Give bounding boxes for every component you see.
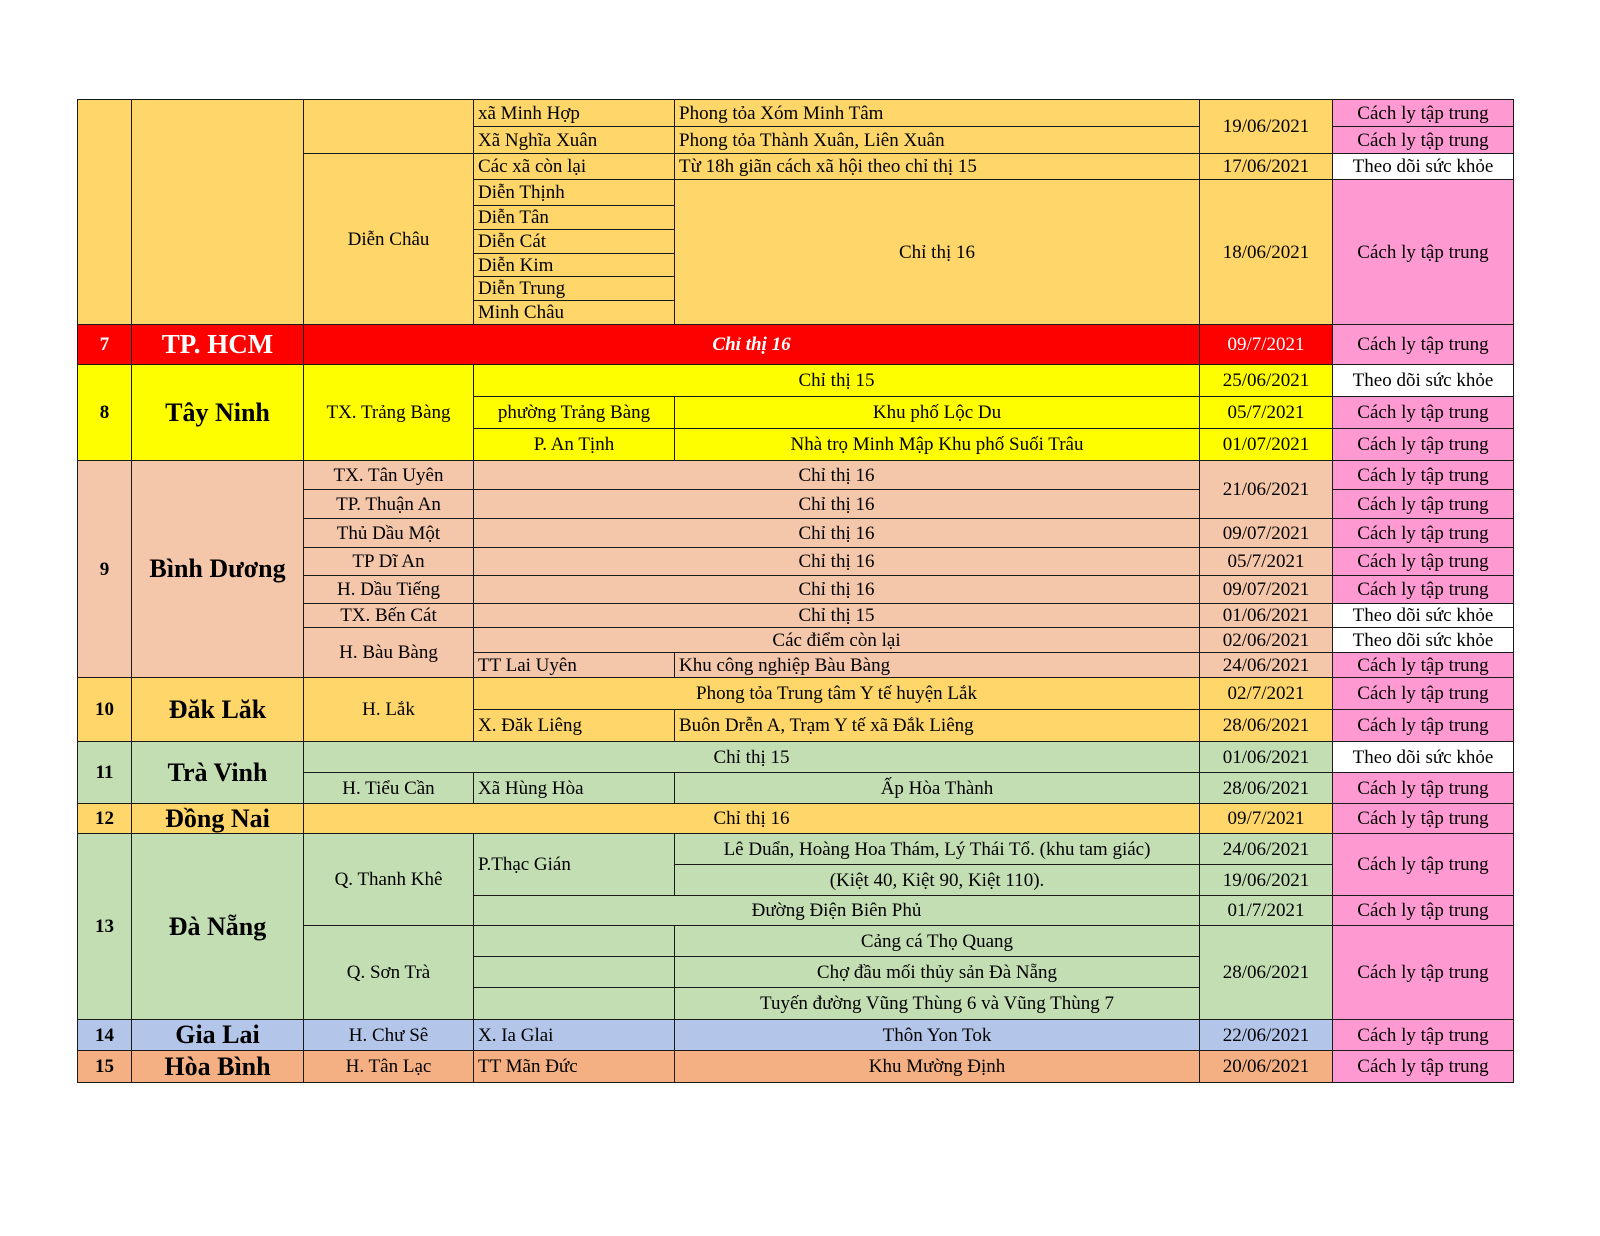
measure-cell: Khu Mường Định	[675, 1051, 1200, 1083]
row-number-cell: 9	[78, 461, 132, 678]
quarantine-table	[77, 99, 1514, 1083]
table-row	[78, 678, 1514, 710]
district-cell: H. Bàu Bàng	[304, 628, 474, 678]
province-cell: Đăk Lăk	[132, 678, 304, 742]
ward-cell	[474, 926, 675, 957]
date-cell: 01/07/2021	[1200, 429, 1333, 461]
row-number-cell	[78, 100, 132, 325]
date-cell: 24/06/2021	[1200, 653, 1333, 678]
measure-cell: Từ 18h giãn cách xã hội theo chỉ thị 15	[675, 154, 1200, 180]
measure-cell: Đường Điện Biên Phủ	[474, 896, 1200, 926]
measure-cell: Phong tỏa Thành Xuân, Liên Xuân	[675, 127, 1200, 154]
province-cell	[132, 100, 304, 325]
measure-cell: Chỉ thị 16	[474, 490, 1200, 519]
district-cell: TX. Bến Cát	[304, 604, 474, 628]
district-cell: Q. Sơn Trà	[304, 926, 474, 1020]
status-cell: Cách ly tập trung	[1333, 519, 1514, 548]
ward-cell: TT Mãn Đức	[474, 1051, 675, 1083]
table-row	[78, 461, 1514, 490]
measure-cell: Chỉ thị 16	[304, 804, 1200, 834]
ward-cell: P.Thạc Gián	[474, 834, 675, 896]
date-cell: 20/06/2021	[1200, 1051, 1333, 1083]
measure-cell: Cảng cá Thọ Quang	[675, 926, 1200, 957]
measure-cell: Thôn Yon Tok	[675, 1020, 1200, 1051]
ward-cell: X. Ia Glai	[474, 1020, 675, 1051]
measure-cell: Chợ đầu mối thủy sản Đà Nẵng	[675, 957, 1200, 988]
date-cell: 28/06/2021	[1200, 710, 1333, 742]
district-cell: H. Lắk	[304, 678, 474, 742]
table-row	[78, 1020, 1514, 1051]
district-cell: Q. Thanh Khê	[304, 834, 474, 926]
district-cell: TX. Tân Uyên	[304, 461, 474, 490]
district-cell: Diễn Châu	[304, 154, 474, 325]
status-cell: Cách ly tập trung	[1333, 834, 1514, 896]
district-cell: H. Dầu Tiếng	[304, 576, 474, 604]
measure-cell: (Kiệt 40, Kiệt 90, Kiệt 110).	[675, 865, 1200, 896]
ward-cell: X. Đăk Liêng	[474, 710, 675, 742]
measure-cell: Nhà trọ Minh Mập Khu phố Suối Trâu	[675, 429, 1200, 461]
measure-cell: Tuyến đường Vũng Thùng 6 và Vũng Thùng 7	[675, 988, 1200, 1020]
province-cell: Tây Ninh	[132, 365, 304, 461]
measure-cell: Phong tỏa Xóm Minh Tâm	[675, 100, 1200, 127]
table-row	[78, 100, 1514, 127]
row-number-cell: 7	[78, 325, 132, 365]
row-number-cell: 12	[78, 804, 132, 834]
district-cell: TP Dĩ An	[304, 548, 474, 576]
status-cell: Cách ly tập trung	[1333, 653, 1514, 678]
row-number-cell: 10	[78, 678, 132, 742]
status-cell: Cách ly tập trung	[1333, 127, 1514, 154]
status-cell: Cách ly tập trung	[1333, 678, 1514, 710]
measure-cell: Chỉ thị 16	[675, 180, 1200, 325]
ward-cell: phường Trảng Bàng	[474, 397, 675, 429]
status-cell: Cách ly tập trung	[1333, 896, 1514, 926]
status-cell: Theo dõi sức khỏe	[1333, 628, 1514, 653]
measure-cell: Khu công nghiệp Bàu Bàng	[675, 653, 1200, 678]
date-cell: 01/06/2021	[1200, 604, 1333, 628]
date-cell: 17/06/2021	[1200, 154, 1333, 180]
ward-cell: Xã Hùng Hòa	[474, 773, 675, 804]
province-cell: Hòa Bình	[132, 1051, 304, 1083]
measure-cell: Khu phố Lộc Du	[675, 397, 1200, 429]
district-cell: H. Chư Sê	[304, 1020, 474, 1051]
measure-cell: Buôn Drễn A, Trạm Y tế xã Đắk Liêng	[675, 710, 1200, 742]
row-number-cell: 11	[78, 742, 132, 804]
status-cell: Cách ly tập trung	[1333, 710, 1514, 742]
date-cell: 02/7/2021	[1200, 678, 1333, 710]
status-cell: Cách ly tập trung	[1333, 926, 1514, 1020]
measure-cell: Chỉ thị 16	[474, 461, 1200, 490]
district-cell: H. Tiểu Cần	[304, 773, 474, 804]
commune-cell: Diễn Tân	[474, 206, 675, 230]
table-row	[78, 742, 1514, 773]
commune-cell: Xã Nghĩa Xuân	[474, 127, 675, 154]
date-cell: 25/06/2021	[1200, 365, 1333, 397]
commune-cell: Diễn Cát	[474, 230, 675, 254]
row-number-cell: 13	[78, 834, 132, 1020]
date-cell: 09/07/2021	[1200, 519, 1333, 548]
measure-cell: Phong tỏa Trung tâm Y tế huyện Lắk	[474, 678, 1200, 710]
date-cell: 02/06/2021	[1200, 628, 1333, 653]
date-cell: 19/06/2021	[1200, 865, 1333, 896]
province-cell: Trà Vinh	[132, 742, 304, 804]
status-cell: Cách ly tập trung	[1333, 576, 1514, 604]
status-cell: Cách ly tập trung	[1333, 1051, 1514, 1083]
ward-cell	[474, 957, 675, 988]
status-cell: Cách ly tập trung	[1333, 429, 1514, 461]
status-cell: Cách ly tập trung	[1333, 1020, 1514, 1051]
district-cell	[304, 100, 474, 154]
status-cell: Cách ly tập trung	[1333, 548, 1514, 576]
province-cell: Đồng Nai	[132, 804, 304, 834]
table-row	[78, 365, 1514, 397]
date-cell: 28/06/2021	[1200, 926, 1333, 1020]
date-cell: 05/7/2021	[1200, 397, 1333, 429]
status-cell: Theo dõi sức khỏe	[1333, 604, 1514, 628]
date-cell: 09/7/2021	[1200, 325, 1333, 365]
measure-cell: Các điểm còn lại	[474, 628, 1200, 653]
commune-cell: Diễn Thịnh	[474, 180, 675, 206]
status-cell: Cách ly tập trung	[1333, 180, 1514, 325]
date-cell: 05/7/2021	[1200, 548, 1333, 576]
commune-cell: xã Minh Hợp	[474, 100, 675, 127]
measure-cell: Chỉ thị 16	[304, 325, 1200, 365]
status-cell: Cách ly tập trung	[1333, 325, 1514, 365]
province-cell: Bình Dương	[132, 461, 304, 678]
row-number-cell: 14	[78, 1020, 132, 1051]
commune-cell: Minh Châu	[474, 301, 675, 325]
row-number-cell: 8	[78, 365, 132, 461]
measure-cell: Chỉ thị 15	[474, 365, 1200, 397]
measure-cell: Chỉ thị 15	[304, 742, 1200, 773]
date-cell: 22/06/2021	[1200, 1020, 1333, 1051]
data-sheet	[77, 99, 1513, 1102]
district-cell: Thủ Dầu Một	[304, 519, 474, 548]
status-cell: Cách ly tập trung	[1333, 490, 1514, 519]
status-cell: Theo dõi sức khỏe	[1333, 365, 1514, 397]
commune-cell: Các xã còn lại	[474, 154, 675, 180]
province-cell: Gia Lai	[132, 1020, 304, 1051]
commune-cell: Diễn Kim	[474, 254, 675, 277]
date-cell: 09/7/2021	[1200, 804, 1333, 834]
status-cell: Theo dõi sức khỏe	[1333, 742, 1514, 773]
date-cell: 24/06/2021	[1200, 834, 1333, 865]
status-cell: Cách ly tập trung	[1333, 100, 1514, 127]
measure-cell: Chỉ thị 16	[474, 519, 1200, 548]
date-cell: 21/06/2021	[1200, 461, 1333, 519]
date-cell: 09/07/2021	[1200, 576, 1333, 604]
measure-cell: Lê Duẩn, Hoàng Hoa Thám, Lý Thái Tổ. (khu tam giác)	[675, 834, 1200, 865]
ward-cell: TT Lai Uyên	[474, 653, 675, 678]
date-cell: 18/06/2021	[1200, 180, 1333, 325]
date-cell: 28/06/2021	[1200, 773, 1333, 804]
ward-cell	[474, 988, 675, 1020]
commune-cell: Diễn Trung	[474, 277, 675, 301]
status-cell: Cách ly tập trung	[1333, 461, 1514, 490]
table-row	[78, 804, 1514, 834]
measure-cell: Ấp Hòa Thành	[675, 773, 1200, 804]
district-cell: TP. Thuận An	[304, 490, 474, 519]
table-row	[78, 325, 1514, 365]
measure-cell: Chỉ thị 15	[474, 604, 1200, 628]
date-cell: 19/06/2021	[1200, 100, 1333, 154]
measure-cell: Chỉ thị 16	[474, 548, 1200, 576]
ward-cell: P. An Tịnh	[474, 429, 675, 461]
measure-cell: Chỉ thị 16	[474, 576, 1200, 604]
row-number-cell: 15	[78, 1051, 132, 1083]
table-row	[78, 834, 1514, 865]
status-cell: Cách ly tập trung	[1333, 773, 1514, 804]
status-cell: Theo dõi sức khỏe	[1333, 154, 1514, 180]
status-cell: Cách ly tập trung	[1333, 804, 1514, 834]
table-row	[78, 1051, 1514, 1083]
district-cell: TX. Trảng Bàng	[304, 365, 474, 461]
province-cell: Đà Nẵng	[132, 834, 304, 1020]
status-cell: Cách ly tập trung	[1333, 397, 1514, 429]
date-cell: 01/06/2021	[1200, 742, 1333, 773]
province-cell: TP. HCM	[132, 325, 304, 365]
district-cell: H. Tân Lạc	[304, 1051, 474, 1083]
date-cell: 01/7/2021	[1200, 896, 1333, 926]
